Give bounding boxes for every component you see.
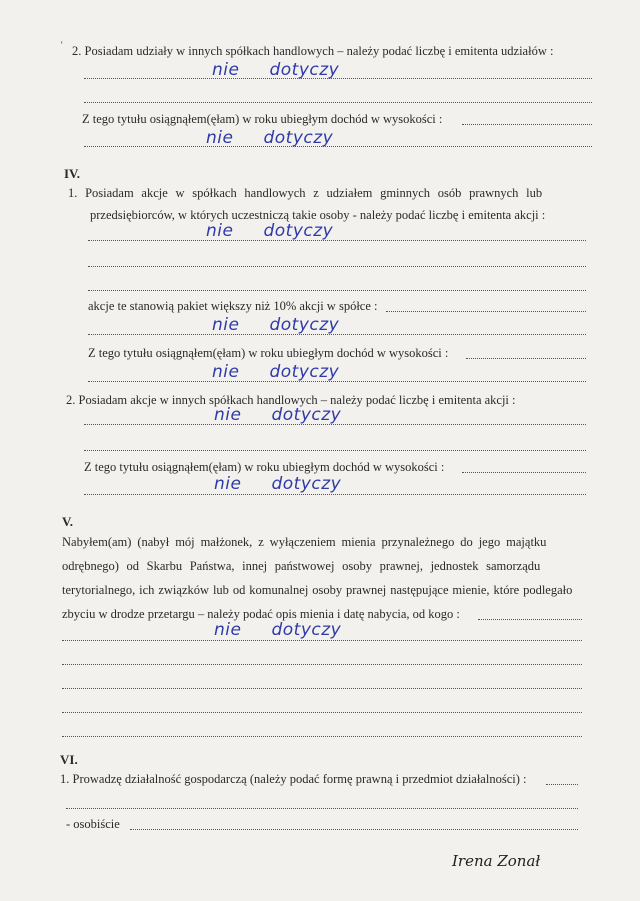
sec4-item1-line1: 1. Posiadam akcje w spółkach handlowych z udziałem gminnych osób prawnych lub — [68, 186, 543, 200]
personal-label: - osobiście — [66, 817, 120, 831]
handwritten-answer: nie dotyczy — [214, 620, 342, 640]
answer-line — [88, 266, 586, 267]
answer-line — [88, 290, 586, 291]
package-line — [386, 311, 586, 312]
answer-line — [88, 240, 586, 241]
margin-mark: ‘ — [60, 40, 64, 51]
answer-line — [546, 784, 578, 785]
income-label: Z tego tytułu osiągnąłem(ęłam) w roku ubiegłym dochód w wysokości : — [82, 112, 443, 126]
section-heading: VI. — [60, 752, 78, 767]
income-line — [462, 472, 586, 473]
income-label: Z tego tytułu osiągnąłem(ęłam) w roku ubiegłym dochód w wysokości : — [84, 460, 445, 474]
answer-line — [62, 664, 582, 665]
sec4-item1-line2: przedsiębiorców, w których uczestniczą takie osoby - należy podać liczbę i emitenta akcji : — [90, 208, 546, 222]
handwritten-answer: nie dotyczy — [212, 315, 340, 335]
sec6-item1-text: 1. Prowadzę działalność gospodarczą (należy podać formę prawną i przedmiot działalności) : — [60, 772, 527, 786]
sec5-line3: terytorialnego, ich związków lub od komunalnej osoby prawnej następujące mienie, które podlegało — [62, 583, 573, 597]
income-line — [462, 124, 592, 125]
answer-line — [62, 688, 582, 689]
income-line — [466, 358, 586, 359]
handwritten-answer: nie dotyczy — [214, 474, 342, 494]
answer-line — [478, 619, 582, 620]
section-heading: IV. — [64, 166, 81, 181]
answer-line — [130, 829, 578, 830]
answer-line — [84, 494, 586, 495]
handwritten-answer: nie dotyczy — [212, 60, 340, 80]
answer-line — [66, 808, 578, 809]
handwritten-answer: nie dotyczy — [214, 405, 342, 425]
handwritten-answer: nie dotyczy — [206, 128, 334, 148]
section-heading: V. — [62, 514, 73, 529]
income-label: Z tego tytułu osiągnąłem(ęłam) w roku ubiegłym dochód w wysokości : — [88, 346, 449, 360]
handwritten-answer: nie dotyczy — [212, 362, 340, 382]
answer-line — [62, 712, 582, 713]
sec4-item2-text: 2. Posiadam akcje w innych spółkach handlowych – należy podać liczbę i emitenta akcji : — [66, 393, 516, 407]
handwritten-answer: nie dotyczy — [206, 221, 334, 241]
answer-line — [84, 102, 592, 103]
signature: Irena Zonał — [452, 852, 541, 870]
answer-line — [84, 146, 592, 147]
answer-line — [62, 640, 582, 641]
answer-line — [84, 450, 586, 451]
sec5-line4: zbyciu w drodze przetargu – należy podać opis mienia i datę nabycia, od kogo : — [62, 607, 460, 621]
sec5-line1: Nabyłem(am) (nabył mój małżonek, z wyłączeniem mienia przynależnego do jego majątku — [62, 535, 547, 549]
package-label: akcje te stanowią pakiet większy niż 10% akcji w spółce : — [88, 299, 378, 313]
sec5-line2: odrębnego) od Skarbu Państwa, innej państwowej osoby prawnej, jednostek samorządu — [62, 559, 541, 573]
sec3-item2-text: 2. Posiadam udziały w innych spółkach handlowych – należy podać liczbę i emitenta udziałów : — [72, 44, 554, 58]
answer-line — [62, 736, 582, 737]
